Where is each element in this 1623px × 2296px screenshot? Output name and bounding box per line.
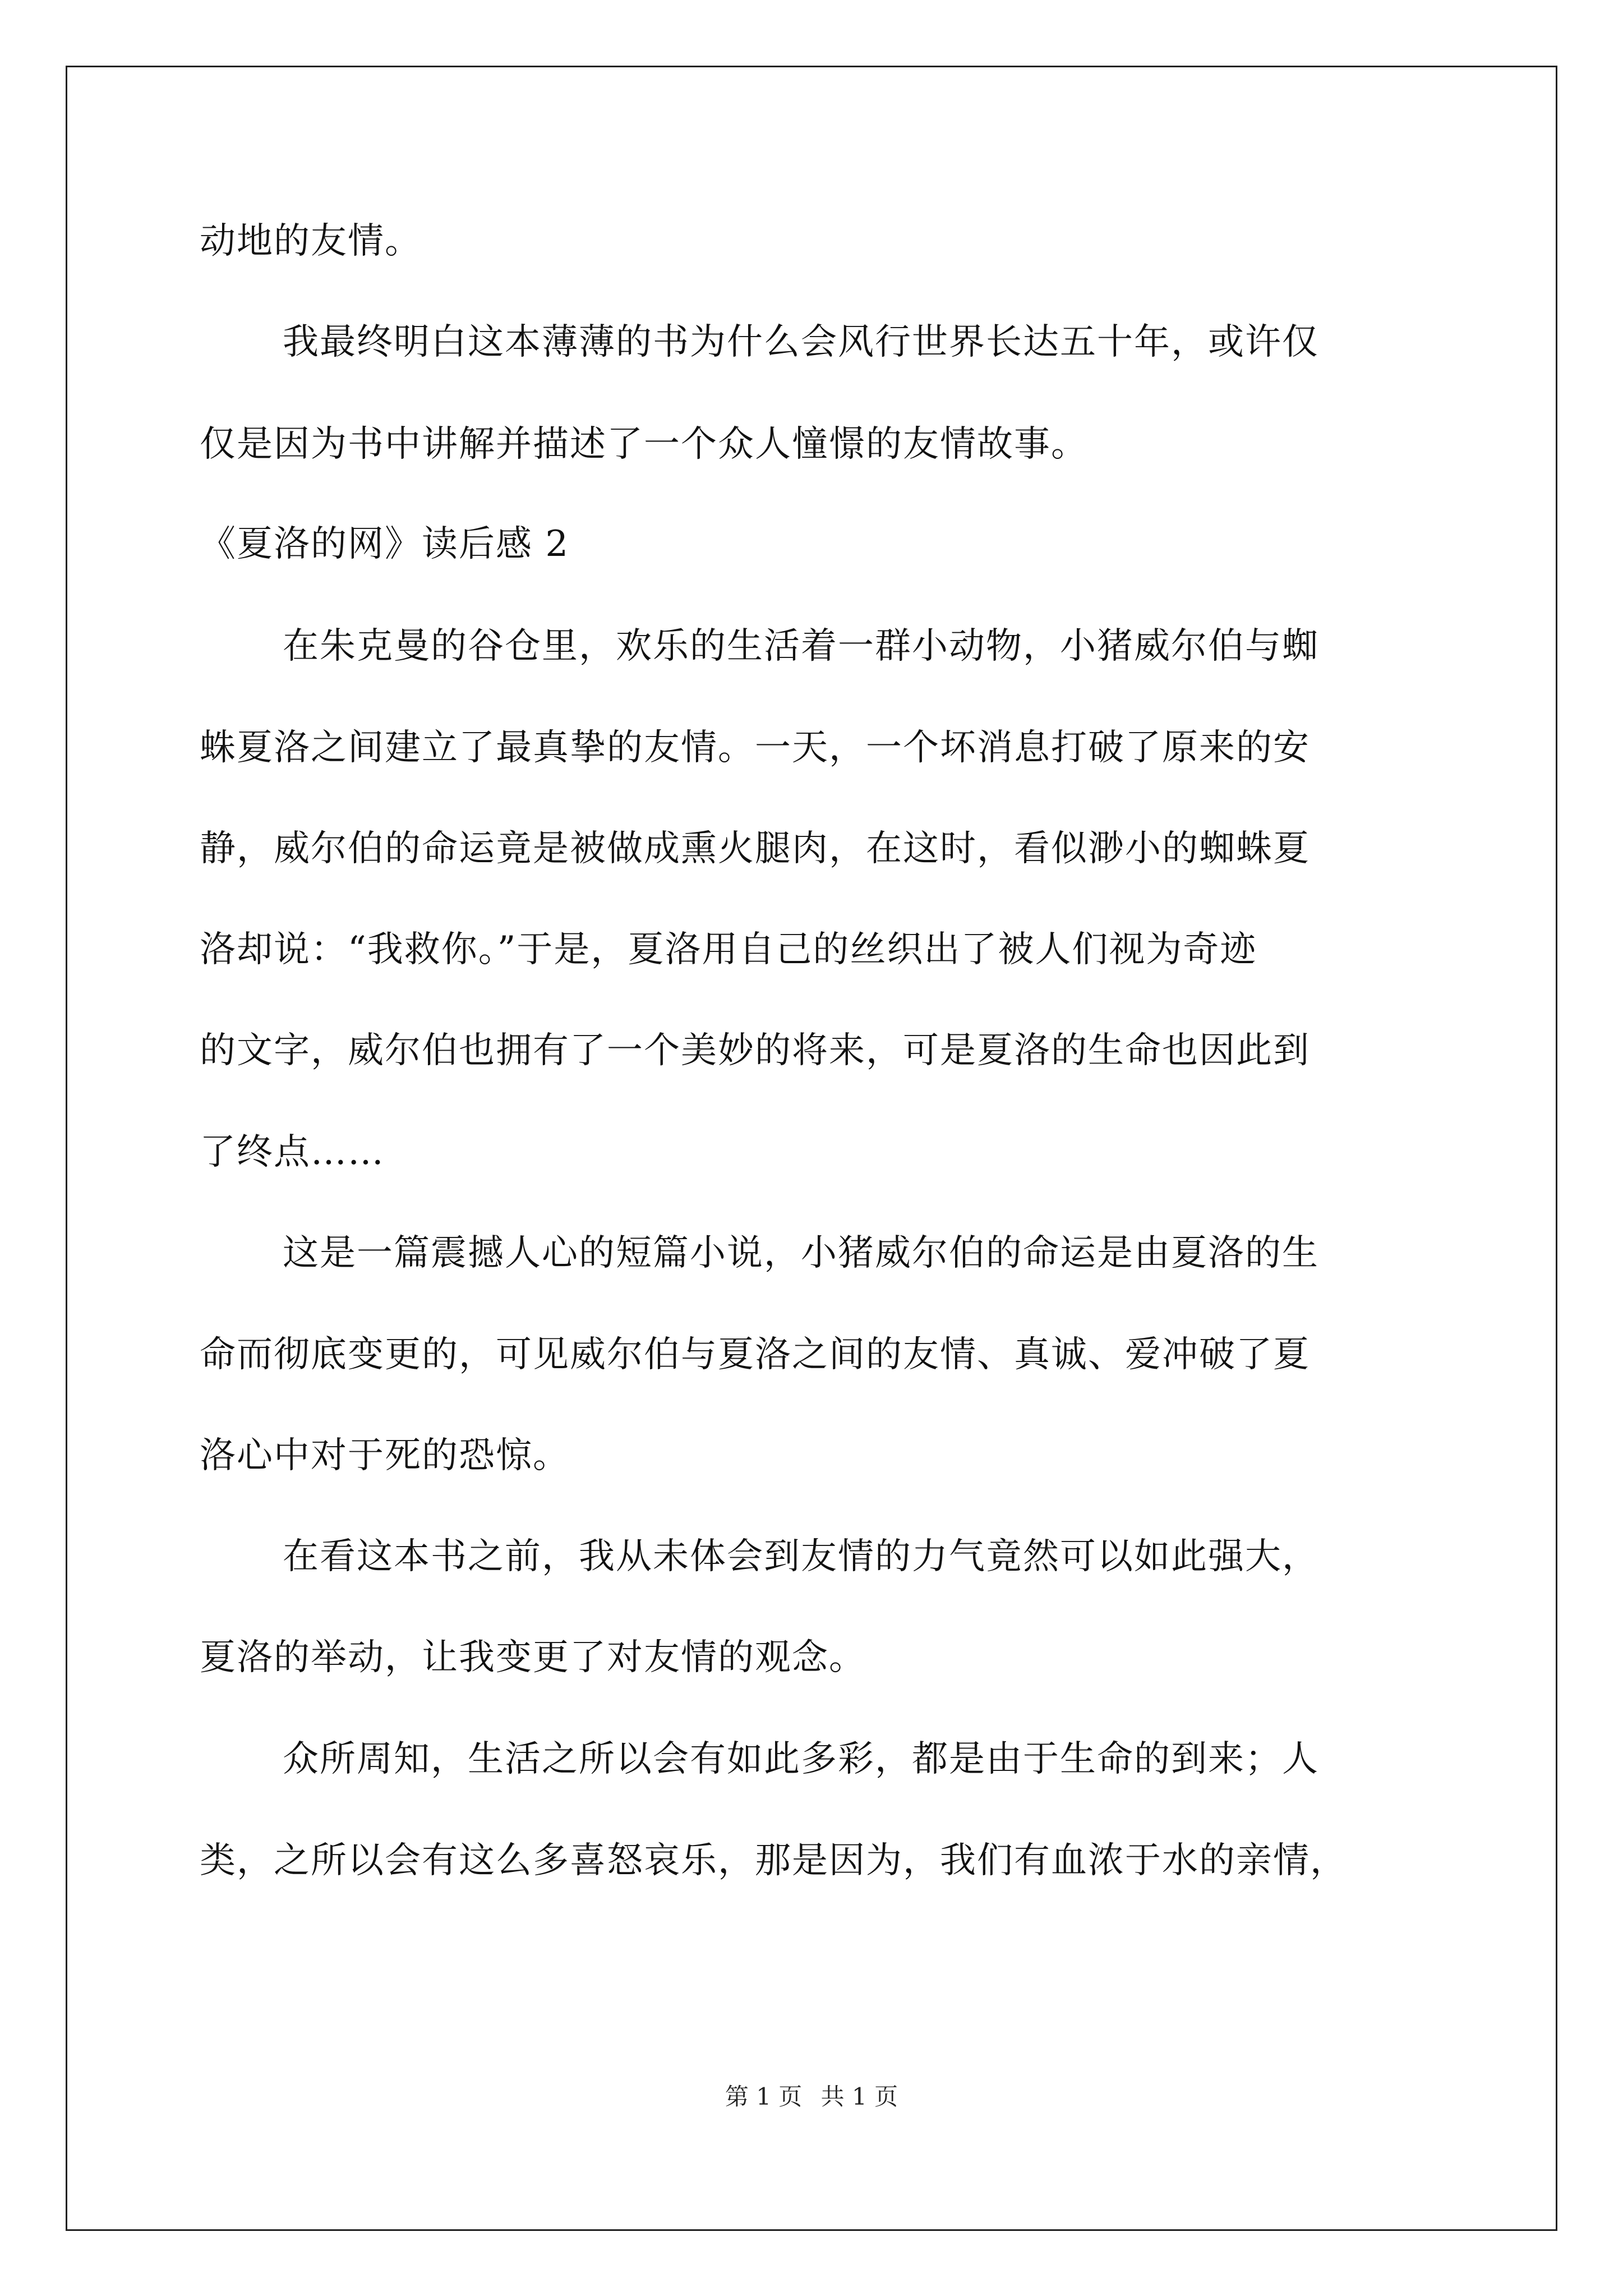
text-line: 这是一篇震撼人心的短篇小说，小猪威尔伯的命运是由夏洛的生 (283, 1232, 1319, 1274)
text-line: 的文字，威尔伯也拥有了一个美妙的将来，可是夏洛的生命也因此到 (200, 1030, 1310, 1071)
text-line: 我最终明白这本薄薄的书为什么会风行世界长达五十年，或许仅 (283, 321, 1319, 363)
text-line: 命而彻底变更的，可见威尔伯与夏洛之间的友情、真诚、爱冲破了夏 (200, 1334, 1310, 1375)
text-line: 洛心中对于死的恐惊。 (200, 1435, 570, 1476)
text-line: 动地的友情。 (200, 220, 422, 262)
text-line: 众所周知，生活之所以会有如此多彩，都是由于生命的到来；人 (283, 1738, 1319, 1780)
page-number: 第 1 页 (725, 2083, 803, 2110)
section-heading: 《夏洛的网》读后感 2 (200, 523, 570, 565)
text-line: 了终点…… (200, 1131, 385, 1173)
text-line: 蛛夏洛之间建立了最真挚的友情。一天，一个坏消息打破了原来的安 (200, 727, 1310, 769)
text-line: 类，之所以会有这么多喜怒哀乐，那是因为，我们有血浓于水的亲情， (200, 1840, 1347, 1881)
text-line: 在朱克曼的谷仓里，欢乐的生活着一群小动物，小猪威尔伯与蜘 (283, 625, 1319, 667)
page-total: 共 1 页 (820, 2083, 898, 2110)
text-line: 仅是因为书中讲解并描述了一个众人憧憬的友情故事。 (200, 424, 1088, 465)
text-line: 在看这本书之前，我从未体会到友情的力气竟然可以如此强大， (283, 1536, 1319, 1577)
page-footer (0, 2080, 1623, 2114)
text-line: 洛却说：“我救你。”于是，夏洛用自己的丝织出了被人们视为奇迹 (200, 929, 1257, 970)
text-line: 夏洛的举动，让我变更了对友情的观念。 (200, 1637, 866, 1678)
text-line: 静，威尔伯的命运竟是被做成熏火腿肉，在这时，看似渺小的蜘蛛夏 (200, 828, 1310, 869)
